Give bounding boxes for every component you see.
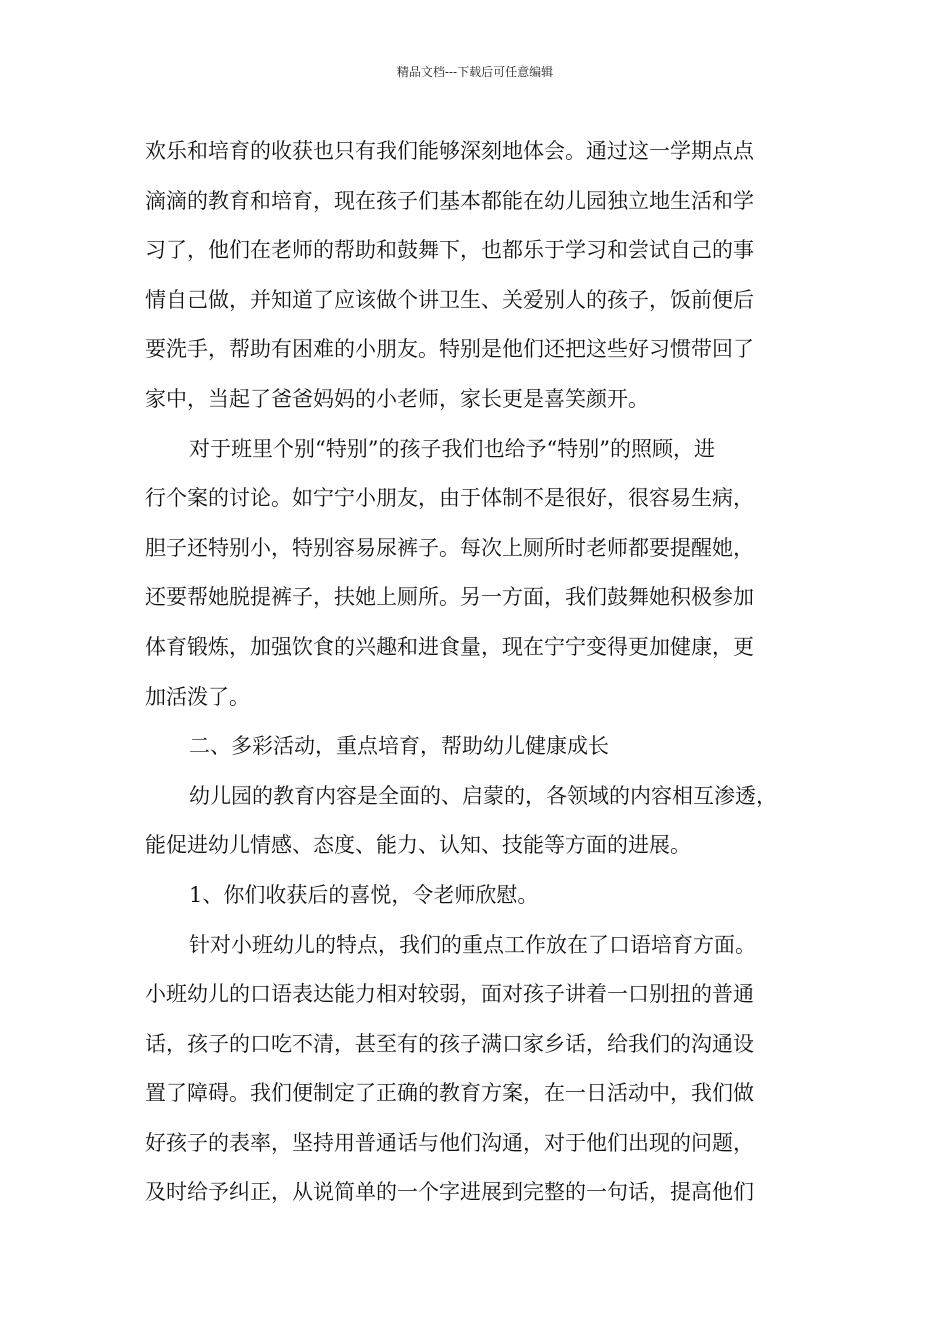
paragraph-first-line: 针对小班幼儿的特点，我们的重点工作放在了口语培育方面。 (189, 932, 756, 957)
text-line: 及时给予纠正，从说简单的一个字进展到完整的一句话，提高他们 (145, 1180, 754, 1205)
paragraph-first-line: 对于班里个别“特别”的孩子我们也给予“特别”的照顾，进 (189, 436, 715, 461)
page-header: 精品文档---下载后可任意编辑 (396, 65, 554, 79)
text-line: 行个案的讨论。如宁宁小朋友，由于体制不是很好，很容易生病， (145, 486, 754, 511)
text-line: 胆子还特别小，特别容易尿裤子。每次上厕所时老师都要提醒她， (145, 535, 754, 560)
text-line: 加活泼了。 (145, 684, 250, 709)
text-line: 欢乐和培育的收获也只有我们能够深刻地体会。通过这一学期点点 (145, 139, 754, 163)
text-line: 要洗手，帮助有困难的小朋友。特别是他们还把这些好习惯带回了 (145, 337, 754, 362)
subsection-heading: 1、你们收获后的喜悦，令老师欣慰。 (189, 882, 539, 907)
text-line: 小班幼儿的口语表达能力相对较弱，面对孩子讲着一口别扭的普通 (145, 982, 754, 1007)
text-line: 体育锻炼，加强饮食的兴趣和进食量，现在宁宁变得更加健康，更 (145, 634, 754, 659)
text-line: 置了障碍。我们便制定了正确的教育方案，在一日活动中，我们做 (145, 1081, 754, 1106)
text-line: 还要帮她脱提裤子，扶她上厕所。另一方面，我们鼓舞她积极参加 (145, 585, 754, 610)
section-heading: 二、多彩活动，重点培育，帮助幼儿健康成长 (189, 734, 609, 759)
text-line: 好孩子的表率，坚持用普通话与他们沟通，对于他们出现的问题， (145, 1130, 754, 1155)
text-line: 情自己做，并知道了应该做个讲卫生、关爱别人的孩子，饭前便后 (145, 287, 754, 312)
text-line: 滴滴的教育和培育，现在孩子们基本都能在幼儿园独立地生活和学 (145, 188, 754, 213)
text-line: 习了，他们在老师的帮助和鼓舞下，也都乐于学习和尝试自己的事 (145, 238, 754, 263)
document-body (145, 127, 810, 1218)
text-line: 家中，当起了爸爸妈妈的小老师，家长更是喜笑颜开。 (145, 386, 649, 411)
text-line: 话，孩子的口吃不清，甚至有的孩子满口家乡话，给我们的沟通设 (145, 1031, 754, 1056)
paragraph-first-line: 幼儿园的教育内容是全面的、启蒙的，各领域的内容相互渗透， (189, 783, 777, 808)
text-line: 能促进幼儿情感、态度、能力、认知、技能等方面的进展。 (145, 833, 691, 858)
